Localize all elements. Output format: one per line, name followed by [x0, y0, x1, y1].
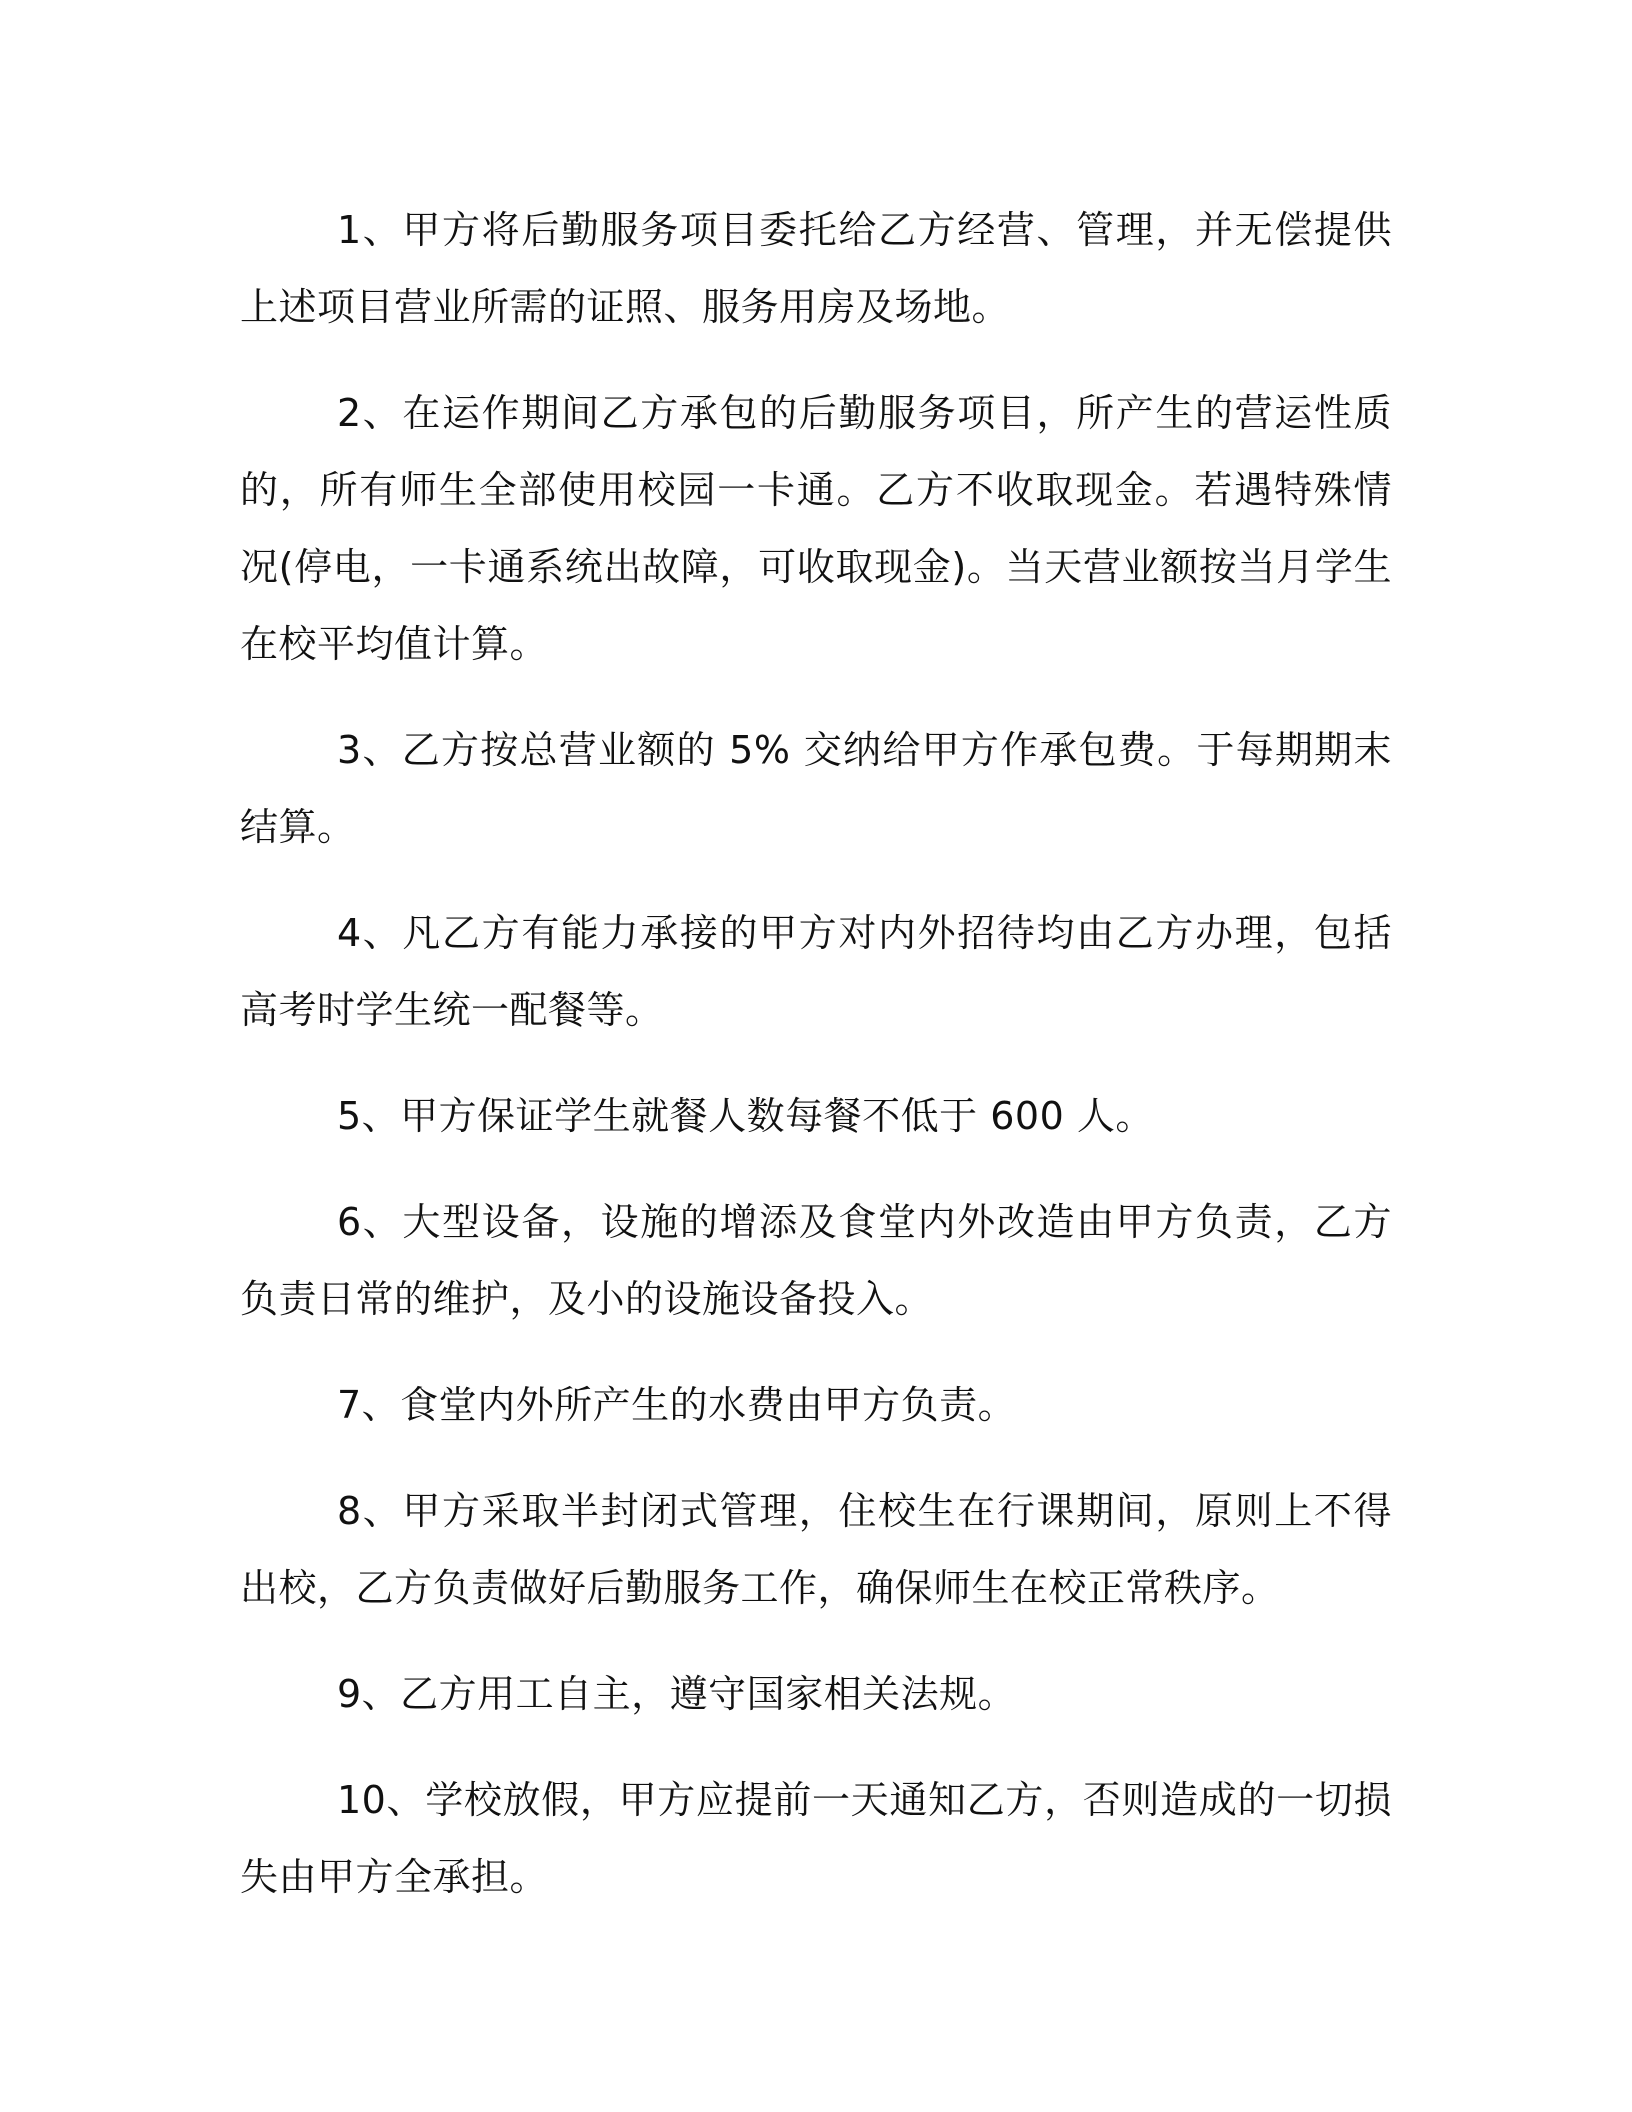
clause-9: 9、乙方用工自主，遵守国家相关法规。	[337, 1672, 1017, 1716]
clause-6: 6、大型设备，设施的增添及食堂内外改造由甲方负责，乙方负责日常的维护，及小的设施设备投入。	[240, 1200, 1392, 1321]
clause-5: 5、甲方保证学生就餐人数每餐不低于 600 人。	[337, 1094, 1154, 1138]
clause-8: 8、甲方采取半封闭式管理，住校生在行课期间，原则上不得出校，乙方负责做好后勤服务工作，确保师生在校正常秩序。	[240, 1489, 1392, 1610]
clause-4: 4、凡乙方有能力承接的甲方对内外招待均由乙方办理，包括高考时学生统一配餐等。	[240, 911, 1392, 1032]
clause-2: 2、在运作期间乙方承包的后勤服务项目，所产生的营运性质的，所有师生全部使用校园一卡通。乙方不收取现金。若遇特殊情况(停电，一卡通系统出故障，可收取现金)。当天营业额按当月学生在校平均值计算。	[240, 391, 1392, 666]
clause-1: 1、甲方将后勤服务项目委托给乙方经营、管理，并无偿提供上述项目营业所需的证照、服务用房及场地。	[240, 208, 1392, 329]
clause-7: 7、食堂内外所产生的水费由甲方负责。	[337, 1383, 1017, 1427]
clause-10: 10、学校放假，甲方应提前一天通知乙方，否则造成的一切损失由甲方全承担。	[240, 1778, 1392, 1899]
clause-3: 3、乙方按总营业额的 5% 交纳给甲方作承包费。于每期期末结算。	[240, 728, 1392, 849]
